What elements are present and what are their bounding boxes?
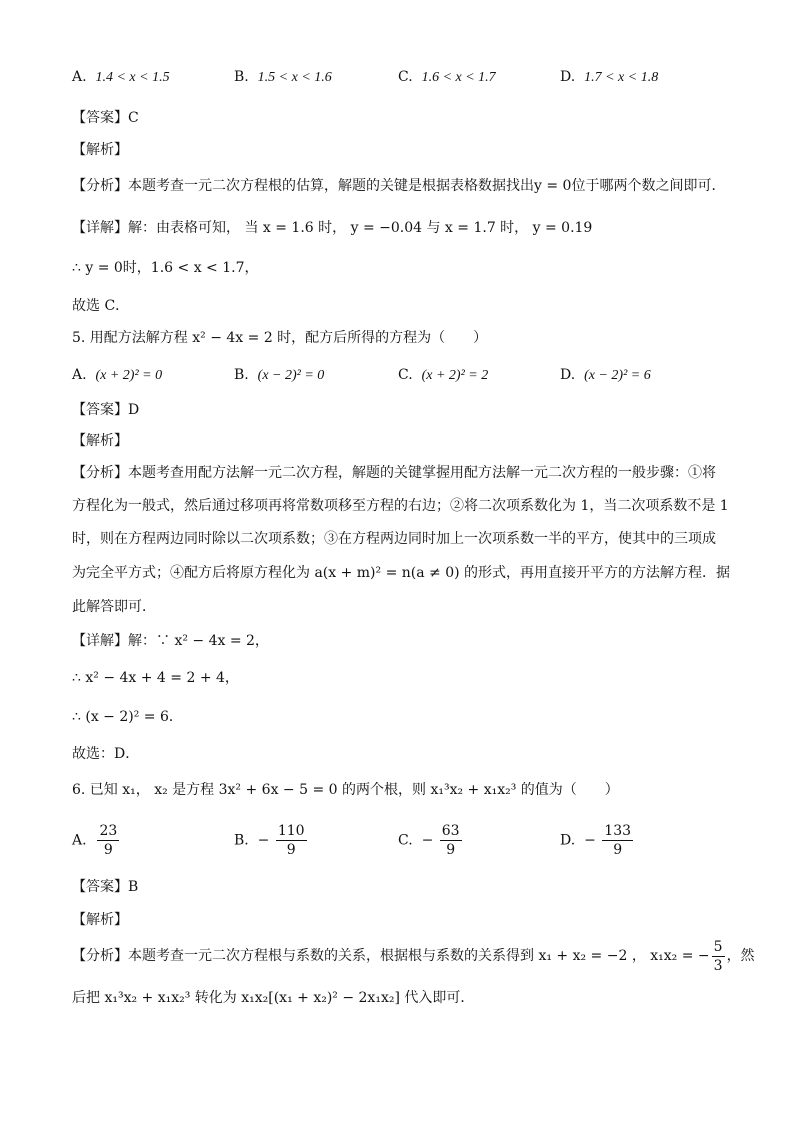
fraction: $\frac{133}{9}$ xyxy=(604,823,632,858)
fraction: $\frac{23}{9}$ xyxy=(99,823,118,858)
q5-fenxi-line: 为完全平方式；④配方后将原方程化为 a(x + m)² = n(a ≠ 0) 的形式，再用直接开平方的方法解方程．据 xyxy=(72,565,731,581)
q4-option-b: B. 1.5 < x < 1.6 xyxy=(234,69,332,85)
q5-xiangjie: 【详解】解：∵ x² − 4x = 2， xyxy=(72,633,269,649)
q5-option-c: C. (x + 2)² = 2 xyxy=(398,367,489,383)
q5-analysis-tag: 【解析】 xyxy=(72,433,128,449)
q6-option-a: A. $\frac{23}{9}$ xyxy=(72,823,118,858)
q5-fenxi-line: 时，则在方程两边同时除以二次项系数；③在方程两边同时加上一次项系数一半的平方，使其中的三项成 xyxy=(72,531,716,547)
q4-fenxi: 【分析】本题考查一元二次方程根的估算，解题的关键是根据表格数据找出y = 0位于哪两个数之间即可． xyxy=(72,178,726,194)
q6-option-d: D. − $\frac{133}{9}$ xyxy=(560,823,632,858)
q5-fenxi-line: 【分析】本题考查用配方法解一元二次方程，解题的关键掌握用配方法解一元二次方程的一般步骤：①将 xyxy=(72,465,716,481)
q6-option-b: B. − $\frac{110}{9}$ xyxy=(234,823,305,858)
q4-option-a: A. 1.4 < x < 1.5 xyxy=(72,69,170,85)
q6-option-c: C. − $\frac{63}{9}$ xyxy=(398,823,460,858)
q4-option-d: D. 1.7 < x < 1.8 xyxy=(560,69,659,85)
q6-stem: 6. 已知 x₁， x₂ 是方程 3x² + 6x − 5 = 0 的两个根，则 x₁³x₂ + x₁x₂³ 的值为（ ） xyxy=(72,782,619,798)
q4-analysis-tag: 【解析】 xyxy=(72,142,128,158)
q4-therefore: ∴ y = 0时，1.6 < x < 1.7， xyxy=(72,260,259,276)
q5-answer: 【答案】D xyxy=(72,402,140,418)
q5-option-b: B. (x − 2)² = 0 xyxy=(234,367,325,383)
q5-step3: ∴ (x − 2)² = 6． xyxy=(72,709,183,725)
q6-answer: 【答案】B xyxy=(72,879,139,895)
q4-choose: 故选 C． xyxy=(72,298,130,314)
q5-option-a: A. (x + 2)² = 0 xyxy=(72,367,163,383)
q5-fenxi-line: 方程化为一般式，然后通过移项再将常数项移至方程的右边；②将二次项系数化为 1，当二次项系数不是 1 xyxy=(72,498,729,514)
fraction: $\frac{5}{3}$ xyxy=(713,938,723,974)
q4-xiangjie: 【详解】解：由表格可知， 当 x = 1.6 时， y = −0.04 与 x = 1.7 时， y = 0.19 xyxy=(72,220,593,236)
fraction: $\frac{63}{9}$ xyxy=(441,823,460,858)
q6-fenxi: 【分析】本题考查一元二次方程根与系数的关系，根据根与系数的关系得到 x₁ + x₂ = −2 ， x₁x₂ = − $\frac{5}{3}$ ，然 xyxy=(72,938,755,974)
q4-option-c: C. 1.6 < x < 1.7 xyxy=(398,69,496,85)
q4-answer: 【答案】C xyxy=(72,110,139,126)
q5-step2: ∴ x² − 4x + 4 = 2 + 4， xyxy=(72,670,239,686)
q5-option-d: D. (x − 2)² = 6 xyxy=(560,367,651,383)
q5-fenxi-line: 此解答即可． xyxy=(72,599,156,615)
fraction: $\frac{110}{9}$ xyxy=(277,823,305,858)
q5-stem: 5. 用配方法解方程 x² − 4x = 2 时，配方后所得的方程为（ ） xyxy=(72,330,488,346)
q6-fenxi-line2: 后把 x₁³x₂ + x₁x₂³ 转化为 x₁x₂[(x₁ + x₂)² − 2x₁x₂] 代入即可． xyxy=(72,990,475,1006)
q6-analysis-tag: 【解析】 xyxy=(72,912,128,928)
q5-choose: 故选：D． xyxy=(72,746,140,762)
